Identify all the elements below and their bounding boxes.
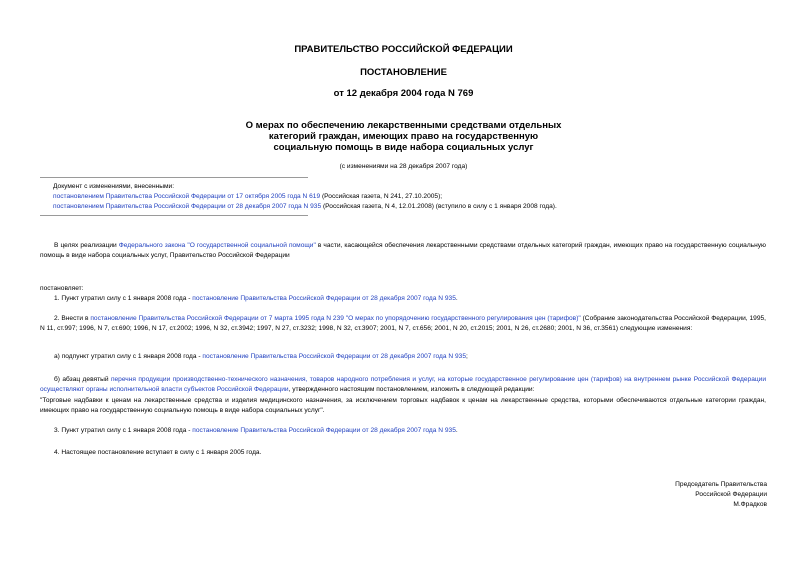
document-date-number: от 12 декабря 2004 года N 769: [333, 88, 474, 99]
point-1-link[interactable]: постановление Правительства Российской Федерации от 28 декабря 2007 года N 935: [192, 295, 456, 302]
point-2-link[interactable]: постановление Правительства Российской Федерации от 7 марта 1995 года N 239 "О мерах по упорядочению государственного регулирования цен (тарифов)": [90, 315, 581, 322]
signature-title: Председатель Правительства: [675, 481, 767, 488]
subpoint-a: а) подпункт утратил силу с 1 января 2008 года - постановление Правительства Российской Федерации от 28 декабря 2007 года N 935;: [54, 353, 468, 360]
subpoint-b-link[interactable]: перечня продукции производственно-технического назначения, товаров народного потребления и услуг, на которые государственное регулирование цен (тарифов) на внутреннем рынке Российской Федерации осуществляют органы исполнительной власти субъектов Российской Федерации: [40, 376, 766, 393]
amendment-note: (с изменениями на 28 декабря 2007 года): [339, 163, 468, 170]
amendment-link-2007[interactable]: постановлением Правительства Российской Федерации от 28 декабря 2007 года N 935: [53, 203, 322, 210]
document-title-line-3: социальную помощь в виде набора социальных услуг: [273, 142, 534, 153]
divider-bottom: [40, 215, 308, 216]
point-3-link[interactable]: постановление Правительства Российской Федерации от 28 декабря 2007 года N 935: [192, 427, 456, 434]
point-2: 2. Внести в постановление Правительства Российской Федерации от 7 марта 1995 года N 239 "О мерах по упорядочению государственного регулирования цен (тарифов)" (Собрание законодательства Российской Федерации, 1995, N 11, ст.997; 1996, N 7, ст.690; 1996, N 17, ст.2002; 1996, N 32, ст.3942; 1997, N 27, ст.3232; 1998, N 32, ст.3907; 2001, N 7, ст.656; 2001, N 20, ст.2015; 2001, N 26, ст.2680; 2001, N 36, ст.3561) следующие изменения:: [40, 315, 766, 332]
document-title-line-2: категорий граждан, имеющих право на государственную: [268, 131, 539, 142]
federal-law-link[interactable]: Федерального закона "О государственной социальной помощи": [118, 242, 316, 249]
point-1: 1. Пункт утратил силу с 1 января 2008 года - постановление Правительства Российской Федерации от 28 декабря 2007 года N 935.: [54, 295, 458, 302]
point-3: 3. Пункт утратил силу с 1 января 2008 года - постановление Правительства Российской Федерации от 28 декабря 2007 года N 935.: [54, 427, 458, 434]
signature-country: Российской Федерации: [695, 491, 767, 498]
point-4: 4. Настоящее постановление вступает в силу с 1 января 2005 года.: [54, 449, 262, 456]
amendment-link-2005[interactable]: постановлением Правительства Российской Федерации от 17 октября 2005 года N 619: [53, 193, 321, 200]
changes-intro: Документ с изменениями, внесенными:: [53, 183, 175, 190]
document-type: ПОСТАНОВЛЕНИЕ: [360, 67, 447, 78]
government-name: ПРАВИТЕЛЬСТВО РОССИЙСКОЙ ФЕДЕРАЦИИ: [294, 44, 513, 55]
signature-name: М.Фрадков: [733, 501, 767, 508]
preamble-paragraph: В целях реализации Федерального закона "О государственной социальной помощи" в части, касающейся обеспечения лекарственными средствами отдельных категорий граждан, имеющих право на государственную социальную помощь в виде набора социальных услуг, Правительство Российской Федерации: [40, 242, 767, 259]
changes-item-2: постановлением Правительства Российской Федерации от 28 декабря 2007 года N 935 (Российская газета, N 4, 12.01.2008) (вступило в силу с 1 января 2008 года).: [53, 203, 557, 210]
document-title-line-1: О мерах по обеспечению лекарственными средствами отдельных: [245, 120, 562, 131]
subpoint-b: б) абзац девятый перечня продукции производственно-технического назначения, товаров народного потребления и услуг, на которые государственное регулирование цен (тарифов) на внутреннем рынке Российской Федерации осуществляют органы исполнительной власти субъектов Российской Федерации, утвержденного настоящим постановлением, изложить в следующей редакции:: [40, 376, 766, 393]
divider-top: [40, 177, 308, 178]
changes-item-1: постановлением Правительства Российской Федерации от 17 октября 2005 года N 619 (Российская газета, N 241, 27.10.2005);: [53, 193, 443, 200]
subpoint-b-quote: "Торговые надбавки к ценам на лекарственные средства и изделия медицинского назначения, за исключением торговых надбавок к ценам на лекарственные средства, которыми обеспечиваются отдельные категории граждан, имеющих право на государственную социальную помощь в виде набора социальных услуг".: [40, 397, 766, 414]
decides-label: постановляет:: [40, 285, 84, 292]
subpoint-a-link[interactable]: постановление Правительства Российской Федерации от 28 декабря 2007 года N 935: [202, 353, 466, 360]
